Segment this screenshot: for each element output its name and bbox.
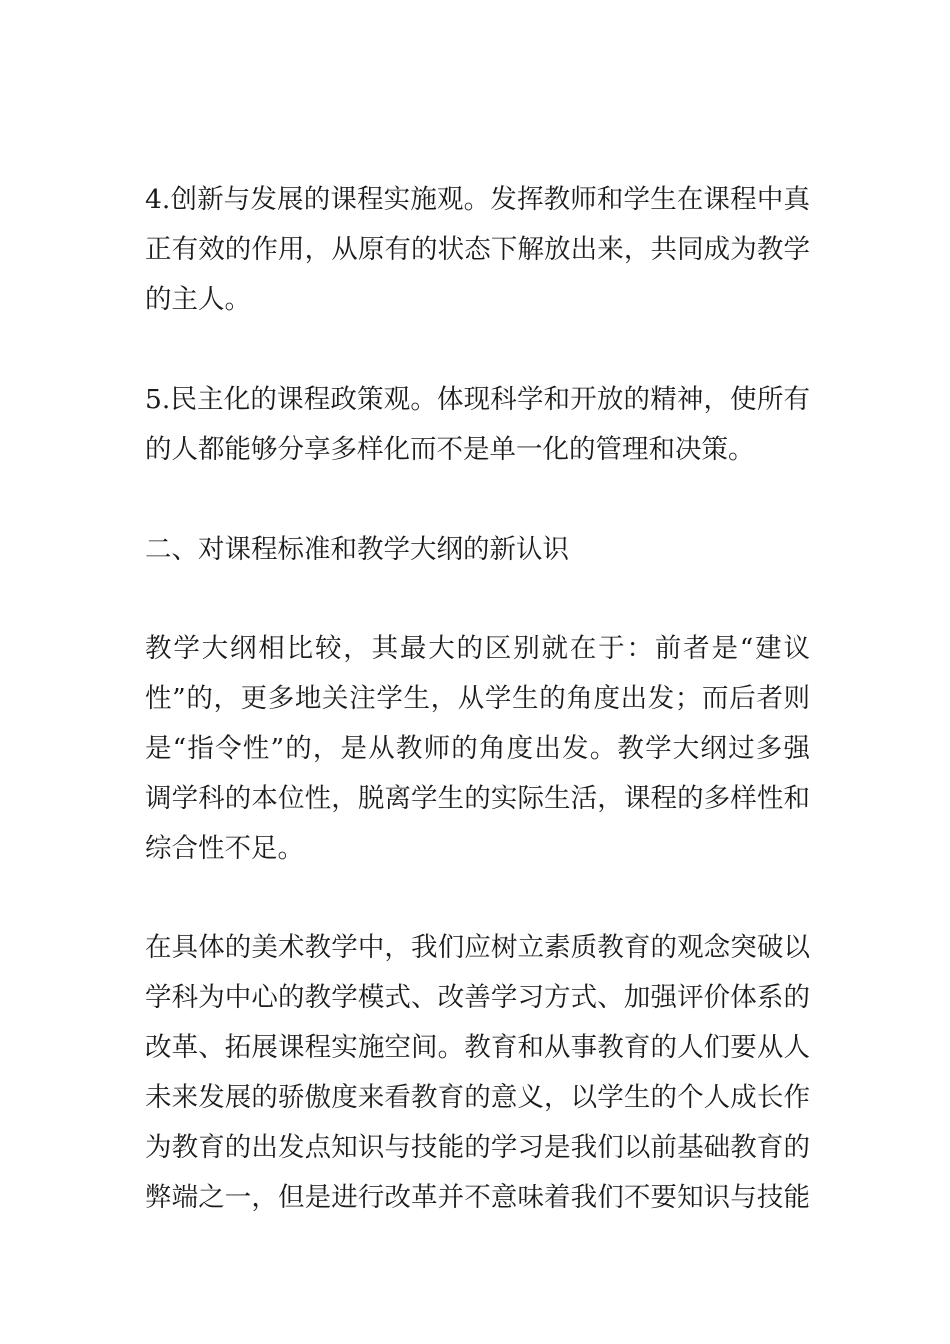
paragraph-4-line-3: 的主人。 (145, 284, 251, 315)
paragraph-teaching-line-1: 在具体的美术教学中，我们应树立素质教育的观念突破以 (145, 932, 810, 963)
paragraph-4-line-2: 正有效的作用，从原有的状态下解放出来，共同成为教学 (145, 234, 810, 265)
paragraph-comparison-line-2: 性”的，更多地关注学生，从学生的角度出发；而后者则 (145, 683, 810, 714)
paragraph-teaching-line-5: 为教育的出发点知识与技能的学习是我们以前基础教育的 (145, 1132, 810, 1163)
paragraph-comparison-line-1: 教学大纲相比较，其最大的区别就在于：前者是“建议 (145, 633, 810, 664)
paragraph-5-line-2: 的人都能够分享多样化而不是单一化的管理和决策。 (145, 434, 755, 465)
paragraph-4-line-1: 4.创新与发展的课程实施观。发挥教师和学生在课程中真 (145, 184, 810, 215)
paragraph-comparison-line-4: 调学科的本位性，脱离学生的实际生活，课程的多样性和 (145, 783, 810, 814)
paragraph-comparison-line-3: 是“指令性”的，是从教师的角度出发。教学大纲过多强 (145, 733, 810, 764)
paragraph-teaching-line-4: 未来发展的骄傲度来看教育的意义，以学生的个人成长作 (145, 1082, 810, 1113)
paragraph-comparison-line-5: 综合性不足。 (145, 833, 304, 864)
paragraph-teaching-line-3: 改革、拓展课程实施空间。教育和从事教育的人们要从人 (145, 1032, 810, 1063)
section-heading: 二、对课程标准和教学大纲的新认识 (145, 534, 569, 565)
paragraph-teaching-line-6: 弊端之一，但是进行改革并不意味着我们不要知识与技能 (145, 1182, 810, 1213)
paragraph-5-line-1: 5.民主化的课程政策观。体现科学和开放的精神，使所有 (145, 384, 810, 415)
paragraph-teaching-line-2: 学科为中心的教学模式、改善学习方式、加强评价体系的 (145, 982, 810, 1013)
